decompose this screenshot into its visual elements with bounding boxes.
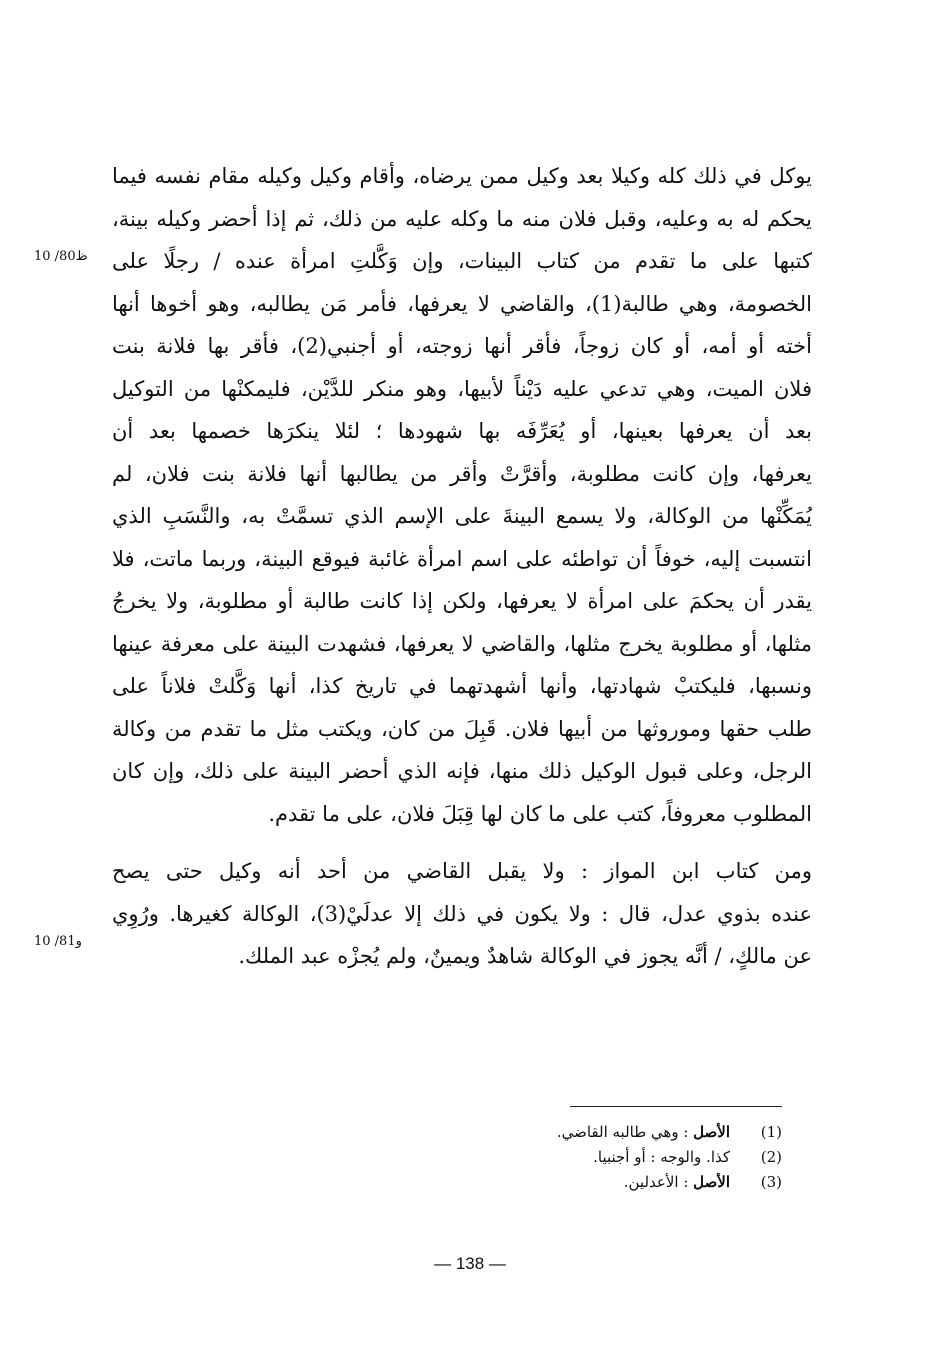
footnote-number: (1) — [760, 1123, 782, 1141]
footnote-text: كذا. والوجه : أو أجنبيا. — [593, 1148, 730, 1166]
page-number: — 138 — — [434, 1254, 506, 1273]
footnote-text: : وهي طالبه القاضي. — [556, 1123, 694, 1141]
footnote-label: الأصل — [693, 1123, 730, 1141]
text-line: ونسبها، فليكتبْ شهادتها، وأنها أشهدتهما في تاريخ كذا، أنها وَكَّلتْ فلاناً على — [112, 674, 812, 698]
footnote-text: : الأعدلين. — [623, 1173, 694, 1191]
text-line: مثلها، أو مطلوبة يخرج مثلها، والقاضي لا يعرفها، فشهدت البينة على معرفة عينها — [112, 631, 812, 656]
paragraph-2 — [112, 850, 812, 978]
text-line: المطلوب معروفاً، كتب على ما كان لها قِبَلَ فلان، على ما تقدم. — [268, 801, 812, 826]
text-line: انتسبت إليه، خوفاً أن تواطئه على اسم امرأة غائبة فيوقع البينة، وربما ماتت، فلا — [112, 546, 812, 571]
paragraph-1 — [112, 155, 812, 835]
footnote — [420, 1120, 782, 1145]
footnote — [420, 1170, 782, 1195]
footnote — [420, 1145, 782, 1170]
manuscript-folio-note: 10 /81و — [34, 934, 82, 949]
text-line: يعرفها، وإن كانت مطلوبة، وأقرَّتْ وأقر من يطالبها أنها فلانة بنت فلان، لم — [112, 461, 812, 486]
footnote-number: (3) — [760, 1173, 782, 1191]
footnote-number: (2) — [760, 1148, 782, 1166]
text-line: الخصومة، وهي طالبة(1)، والقاضي لا يعرفها، فأمر مَن يطالبه، وهو أخوها أنها — [112, 291, 812, 316]
text-line: الرجل، وعلى قبول الوكيل ذلك منها، فإنه الذي أحضر البينة على ذلك، وإن كان — [112, 759, 812, 783]
text-line: أخته أو أمه، أو كان زوجاً، فأقر أنها زوجته، أو أجنبي(2)، فأقر بها فلانة بنت — [112, 334, 812, 358]
text-line: يُمَكِّنْها من الوكالة، ولا يسمع البينةَ على الإسم الذي تسمَّتْ به، والنَّسَبِ الذي — [112, 504, 812, 528]
manuscript-folio-note: 10 /80ظ — [34, 249, 88, 264]
text-line: يحكم له به وعليه، وقبل فلان منه ما وكله عليه من ذلك، ثم إذا أحضر وكيله بينة، — [112, 206, 812, 231]
footnote-label: الأصل — [693, 1173, 730, 1191]
main-text — [112, 155, 812, 978]
footnotes — [420, 1120, 782, 1195]
text-line: ومن كتاب ابن المواز : ولا يقبل القاضي من أحد أنه وكيل حتى يصح — [112, 859, 812, 883]
text-line: عنده بذوي عدل، قال : ولا يكون في ذلك إلا عدلَيْ(3)، الوكالة كغيرها. ورُوِي — [112, 901, 812, 926]
footnote-divider — [570, 1106, 782, 1107]
text-line: طلب حقها وموروثها من أبيها فلان. قَبِلَ من كان، ويكتب مثل ما تقدم من وكالة — [112, 716, 812, 741]
text-line: يوكل في ذلك كله وكيلا بعد وكيل ممن يرضاه، وأقام وكيل وكيله مقام نفسه فيما — [112, 164, 812, 188]
text-line: عن مالكٍ، / أنَّه يجوز في الوكالة شاهدٌ ويمينٌ، ولم يُجزْه عبد الملك. — [238, 944, 812, 968]
text-line: يقدر أن يحكمَ على امرأة لا يعرفها، ولكن إذا كانت طالبة أو مطلوبة، ولا يخرجُ — [112, 589, 812, 613]
text-line: كتبها على ما تقدم من كتاب البينات، وإن وَكَّلتِ امرأة عنده / رجلًا على — [112, 249, 812, 273]
text-line: بعد أن يعرفها بعينها، أو يُعَرِّفَه بها شهودها ؛ لئلا ينكرَها خصمها بعد أن — [112, 419, 812, 443]
text-line: فلان الميت، وهي تدعي عليه دَيْناً لأبيها، وهو منكر للدَّيْن، فليمكنْها من التوكيل — [112, 376, 812, 401]
